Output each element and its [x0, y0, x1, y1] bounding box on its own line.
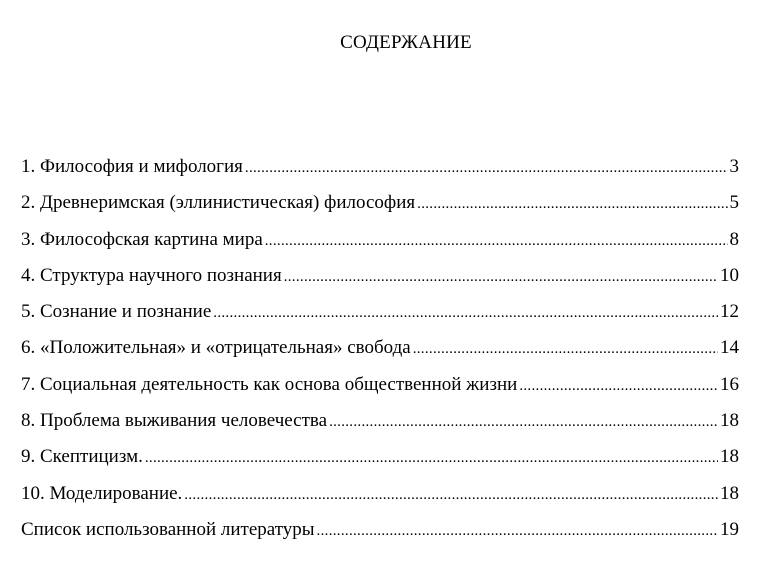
toc-entry: [21, 191, 739, 227]
toc-entry-title: 6. «Положительная» и «отрицательная» свобода: [21, 337, 411, 359]
toc-entry-page: 19: [720, 518, 739, 540]
toc-entry-title: 8. Проблема выживания человечества: [21, 410, 328, 432]
toc-entry-title: 1. Философия и мифология: [21, 156, 243, 177]
toc-entry: [21, 228, 739, 264]
toc-dot-leader: [245, 156, 728, 180]
toc-dot-leader: [519, 374, 718, 398]
toc-entry-title: 4. Структура научного познания: [21, 264, 282, 286]
toc-entry: [21, 155, 739, 191]
toc-entry: [21, 373, 739, 409]
toc-dot-leader: [265, 229, 728, 253]
table-of-contents: [21, 155, 739, 554]
toc-entry: [21, 336, 739, 372]
toc-entry-page: 18: [720, 410, 739, 432]
toc-dot-leader: [417, 192, 727, 216]
toc-dot-leader: [329, 410, 718, 434]
toc-entry: [21, 264, 739, 300]
toc-entry-page: 14: [720, 337, 739, 359]
toc-entry: [21, 482, 739, 518]
toc-entry-page: 18: [720, 446, 739, 468]
toc-entry-page: 18: [720, 482, 739, 504]
toc-entry: [21, 300, 739, 336]
toc-entry-page: 12: [720, 301, 739, 323]
toc-entry-title: 9. Скептицизм.: [21, 446, 143, 468]
toc-dot-leader: [413, 337, 718, 361]
toc-entry-page: 10: [720, 264, 739, 286]
toc-dot-leader: [213, 301, 718, 325]
toc-entry-title: 5. Сознание и познание: [21, 301, 212, 323]
toc-dot-leader: [145, 446, 718, 470]
toc-dot-leader: [284, 265, 718, 289]
toc-entry-title: 7. Социальная деятельность как основа общественной жизни: [21, 373, 518, 395]
toc-entry-page: 16: [720, 373, 739, 395]
toc-dot-leader: [184, 483, 718, 507]
toc-dot-leader: [317, 519, 718, 543]
page-title: СОДЕРЖАНИЕ: [340, 32, 472, 53]
toc-entry: [21, 409, 739, 445]
toc-entry-title: Список использованной литературы: [21, 518, 315, 540]
toc-entry-title: 3. Философская картина мира: [21, 228, 263, 250]
toc-entry: [21, 518, 739, 554]
toc-entry-page: 8: [729, 228, 739, 250]
toc-entry-page: 3: [729, 156, 739, 177]
toc-entry-title: 10. Моделирование.: [21, 482, 183, 504]
toc-entry: [21, 445, 739, 481]
toc-entry-page: 5: [729, 192, 739, 214]
toc-entry-title: 2. Древнеримская (эллинистическая) философия: [21, 192, 416, 214]
